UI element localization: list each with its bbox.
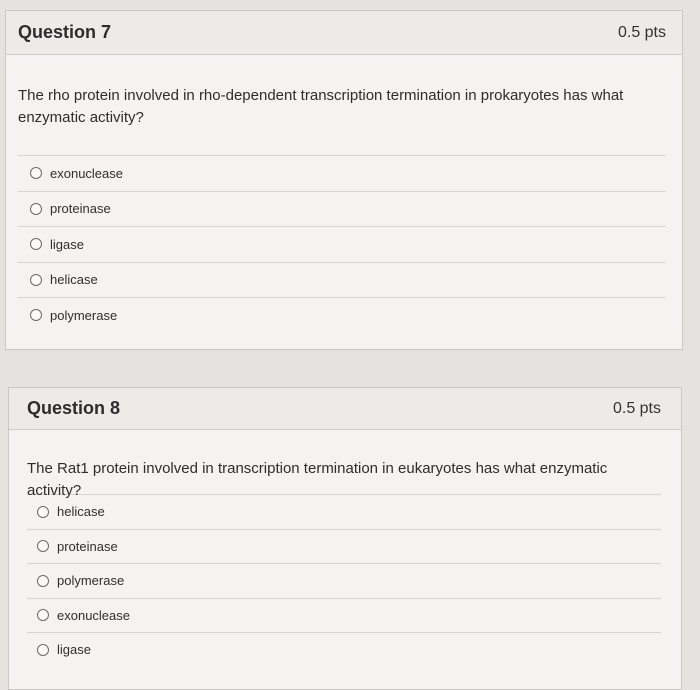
answer-label: helicase — [57, 504, 105, 520]
answer-option[interactable] — [18, 226, 666, 262]
radio-button-icon[interactable] — [37, 575, 49, 587]
radio-button-icon[interactable] — [37, 644, 49, 656]
radio-button-icon[interactable] — [37, 506, 49, 518]
radio-button-icon[interactable] — [30, 274, 42, 286]
question-points: 0.5 pts — [612, 399, 661, 417]
radio-button-icon[interactable] — [30, 238, 42, 250]
radio-button-icon[interactable] — [37, 609, 49, 621]
answer-label: polymerase — [50, 307, 118, 323]
radio-button-icon[interactable] — [30, 167, 42, 179]
answer-option[interactable] — [27, 494, 661, 529]
question-header — [9, 388, 681, 430]
answer-label: proteinase — [57, 538, 118, 554]
question-text: The Rat1 protein involved in transcription termination in eukaryotes has what enzymatic activity? — [27, 460, 608, 499]
answer-label: ligase — [50, 236, 84, 252]
answer-option[interactable] — [27, 632, 661, 667]
radio-button-icon[interactable] — [37, 540, 49, 552]
answer-label: ligase — [57, 642, 91, 658]
question-header — [6, 11, 682, 55]
answer-label: proteinase — [50, 201, 111, 217]
question-points: 0.5 pts — [617, 23, 666, 41]
question-8-card — [8, 387, 682, 690]
answer-option[interactable] — [27, 598, 661, 633]
answer-option[interactable] — [18, 191, 666, 227]
answer-option[interactable] — [27, 563, 661, 598]
answer-option[interactable] — [18, 297, 666, 333]
answer-options — [9, 494, 681, 667]
answer-options — [6, 155, 682, 333]
question-title: Question 7 — [18, 22, 112, 42]
answer-option[interactable] — [27, 529, 661, 564]
question-text: The rho protein involved in rho-dependent transcription termination in prokaryotes has what enzymatic activity? — [18, 87, 624, 126]
answer-label: exonuclease — [50, 165, 123, 181]
question-title: Question 8 — [27, 398, 121, 418]
answer-label: exonuclease — [57, 607, 130, 623]
answer-label: polymerase — [57, 573, 125, 589]
question-7-card — [5, 10, 683, 350]
radio-button-icon[interactable] — [30, 203, 42, 215]
answer-label: helicase — [50, 272, 98, 288]
answer-option[interactable] — [18, 155, 666, 191]
radio-button-icon[interactable] — [30, 309, 42, 321]
answer-option[interactable] — [18, 262, 666, 298]
